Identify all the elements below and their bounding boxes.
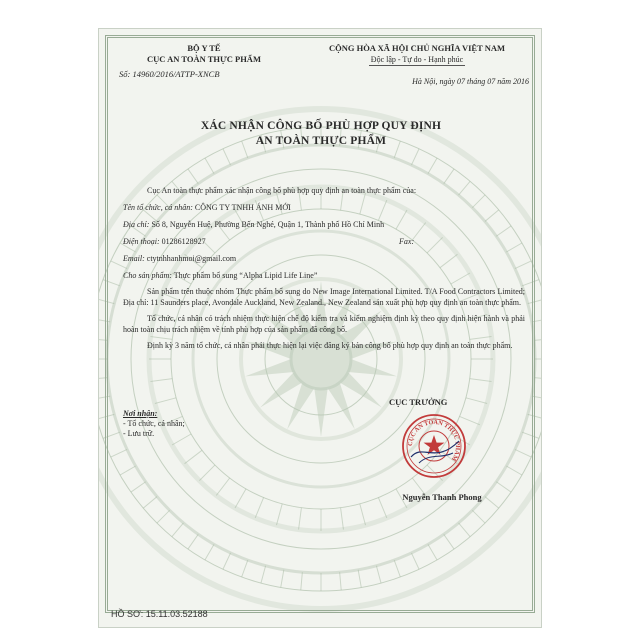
product-row (123, 270, 525, 281)
signer-name: Nguyễn Thanh Phong (402, 492, 482, 502)
issue-date: Hà Nội, ngày 07 tháng 07 năm 2016 (412, 77, 529, 86)
document-number: Số: 14960/2016/ATTP-XNCB (119, 69, 220, 79)
email-row (123, 253, 525, 264)
phone-label: Điện thoại: (123, 237, 160, 246)
title-line-1: XÁC NHẬN CÔNG BỐ PHÙ HỢP QUY ĐỊNH (200, 120, 442, 132)
national-motto: Độc lập - Tự do - Hạnh phúc (370, 55, 464, 64)
department-name: CỤC AN TOÀN THỰC PHẨM (147, 54, 261, 64)
signer-title: CỤC TRƯỞNG (389, 397, 448, 407)
recipient-item: - Tổ chức, cá nhân; (123, 419, 185, 428)
document-sheet (98, 28, 542, 628)
intro-text: Cục An toàn thực phẩm xác nhận công bố phù hợp quy định an toàn thực phẩm của: (147, 186, 417, 195)
address-label: Địa chỉ: (123, 220, 150, 229)
stamp-text: CỤC AN TOÀN THỰC PHẨM (406, 418, 462, 463)
title-line-2: AN TOÀN THỰC PHẨM (255, 135, 387, 147)
email-label: Email: (123, 254, 145, 263)
paragraph-producer: Sản phẩm trên thuộc nhóm Thực phẩm bổ sung do New Image International Limited. T/A Food Contractors Limited; Địa chỉ: 11 Saunders place, Avondale Auckland, New Zealand., New Zealand sản xuất phù hợp quy định an toàn thực phẩm. (123, 287, 525, 307)
national-header (299, 43, 535, 87)
issuer-block (119, 43, 289, 80)
org-value: CÔNG TY TNHH ÁNH MỚI (194, 203, 291, 212)
email-value: ctytnhhanhmoi@gmail.com (146, 254, 237, 263)
country-name: CỘNG HÒA XÃ HỘI CHỦ NGHĨA VIỆT NAM (328, 43, 506, 53)
ministry-name: BỘ Y TẾ (187, 43, 221, 53)
recipients-heading: Nơi nhận: (123, 409, 158, 418)
paragraph-responsibility: Tổ chức, cá nhân có trách nhiệm thực hiện chế độ kiểm tra và kiểm nghiệm định kỳ theo quy định hiện hành và phải hoàn toàn chịu trách nhiệm về tính phù hợp của sản phẩm đã công bố. (123, 314, 525, 334)
product-value: Thực phẩm bổ sung “Alpha Lipid Life Line” (173, 271, 318, 280)
fax-label: Fax: (399, 237, 415, 246)
paragraph-renewal: Định kỳ 3 năm tổ chức, cá nhân phải thực hiện lại việc đăng ký bản công bố phù hợp quy định an toàn thực phẩm. (147, 341, 513, 350)
address-value: Số 8, Nguyễn Huệ, Phường Bến Nghé, Quận 1, Thành phố Hồ Chí Minh (151, 220, 385, 229)
document-title (99, 119, 542, 149)
phone-row (123, 236, 525, 247)
org-label: Tên tổ chức, cá nhân: (123, 203, 193, 212)
org-row (123, 202, 525, 213)
address-row (123, 219, 525, 230)
official-red-stamp (401, 413, 467, 479)
file-number: HỒ SƠ: 15.11.03.52188 (111, 609, 208, 619)
recipients-block (123, 409, 185, 439)
document-body (123, 185, 525, 352)
phone-value: 01286128927 (161, 237, 206, 246)
recipient-item: - Lưu trữ. (123, 429, 155, 438)
product-label: Cho sản phẩm: (123, 271, 172, 280)
